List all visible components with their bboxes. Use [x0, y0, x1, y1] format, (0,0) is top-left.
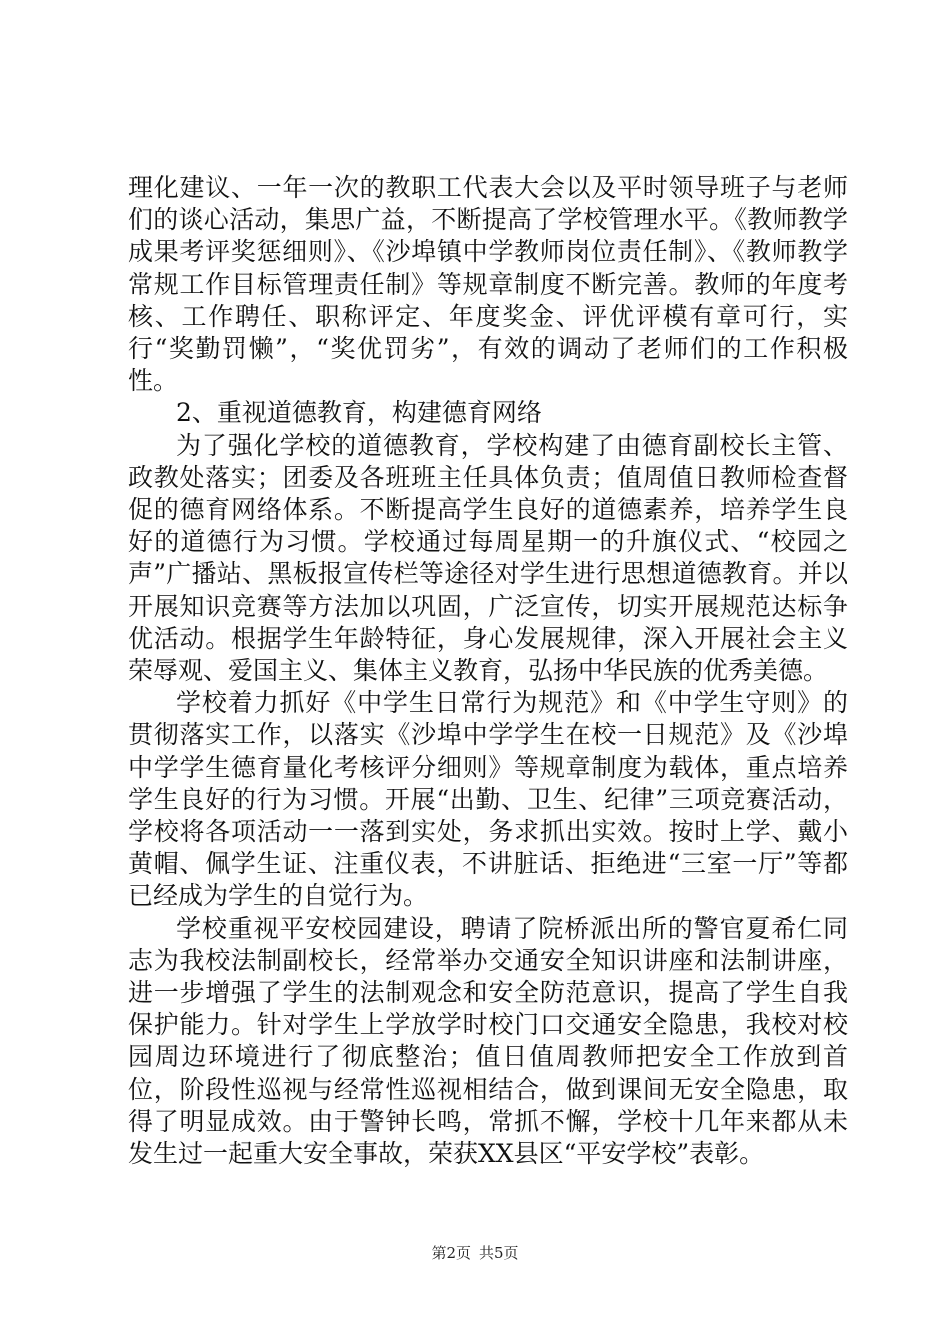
section-heading: 2、重视道德教育，构建德育网络: [176, 398, 542, 428]
page-footer: [0, 1243, 950, 1263]
body-text: [128, 172, 848, 1170]
paragraph-safe-campus: 学校重视平安校园建设，聘请了院桥派出所的警官夏希仁同志为我校法制副校长，经常举办交通安全知识讲座和法制讲座，进一步增强了学生的法制观念和安全防范意识，提高了学生自我保护能力。针对学生上学放学时校门口交通安全隐患，我校对校园周边环境进行了彻底整治；值日值周教师把安全工作放到首位，阶段性巡视与经常性巡视相结合，做到课间无安全隐患，取得了明显成效。由于警钟长鸣，常抓不懈，学校十几年来都从未发生过一起重大安全事故，荣获XX县区“平安学校”表彰。: [128, 913, 848, 1169]
page-number: 第2页: [431, 1244, 471, 1262]
paragraph-moral-education: 为了强化学校的道德教育，学校构建了由德育副校长主管、政教处落实；团委及各班班主任具体负责；值周值日教师检查督促的德育网络体系。不断提高学生良好的道德素养，培养学生良好的道德行为习惯。学校通过每周星期一的升旗仪式、“校园之声”广播站、黑板报宣传栏等途径对学生进行思想道德教育。并以开展知识竞赛等方法加以巩固，广泛宣传，切实开展规范达标争优活动。根据学生年龄特征，身心发展规律，深入开展社会主义荣辱观、爱国主义、集体主义教育，弘扬中华民族的优秀美德。: [128, 430, 848, 686]
paragraph-continuation: 理化建议、一年一次的教职工代表大会以及平时领导班子与老师们的谈心活动，集思广益，不断提高了学校管理水平。《教师教学成果考评奖惩细则》、《沙埠镇中学教师岗位责任制》、《教师教学常规工作目标管理责任制》等规章制度不断完善。教师的年度考核、工作聘任、职称评定、年度奖金、评优评模有章可行，实行“奖勤罚懒”，“奖优罚劣”，有效的调动了老师们的工作积极性。: [128, 173, 848, 396]
paragraph-behavior-norms: 学校着力抓好《中学生日常行为规范》和《中学生守则》的贯彻落实工作，以落实《沙埠中学学生在校一日规范》及《沙埠中学学生德育量化考核评分细则》等规章制度为载体，重点培养学生良好的行为习惯。开展“出勤、卫生、纪律”三项竞赛活动，学校将各项活动一一落到实处，务求抓出实效。按时上学、戴小黄帽、佩学生证、注重仪表，不讲脏话、拒绝进“三室一厅”等都已经成为学生的自觉行为。: [128, 688, 848, 911]
page-total: 共5页: [479, 1244, 519, 1262]
